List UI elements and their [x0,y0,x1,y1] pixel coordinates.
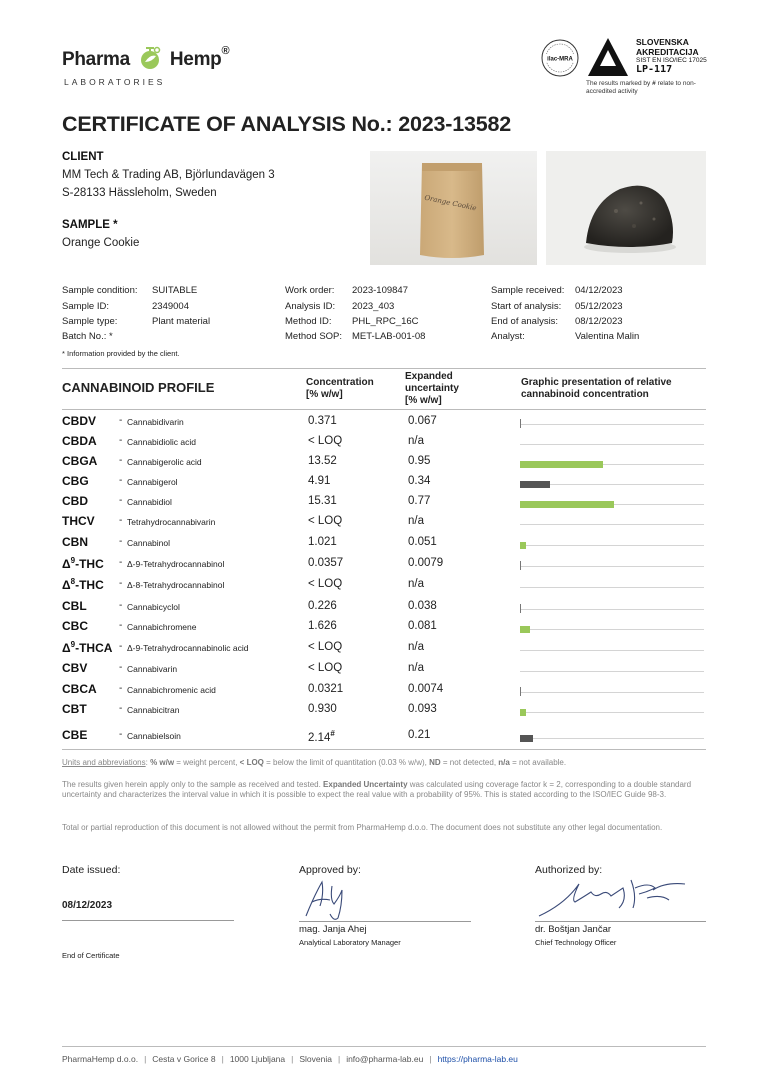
cannabinoid-name: Cannabivarin [127,664,178,674]
concentration-value: 0.0321 [308,683,344,695]
footer-separator: | [291,1054,294,1064]
uncertainty-value: 0.051 [408,536,437,548]
cannabinoid-abbreviation: THCV [62,514,95,528]
cannabinoid-abbreviation: $\Delta^8$-THC [62,577,104,592]
table-row [62,661,706,681]
table-row [62,682,706,702]
concentration-value: 13.52 [308,455,337,467]
sample-label: SAMPLE * [62,219,118,231]
results-note: The results given herein apply only to the sample as received and tested. Expanded Uncertainty was calculated using coverage factor k = 2, corresponding to a double standard uncertainty and characterizes the interval value in which it is possible to expect the real value with a probability of 95%. This is stated according to the ISO/IEC Guide 98-3. [62,780,692,799]
row-dash: - [119,641,123,652]
client-address-line1: MM Tech & Trading AB, Björlundavägen 3 [62,169,275,181]
concentration-value: < LOQ [308,515,343,527]
cannabinoid-name: Δ-8-Tetrahydrocannabinol [127,580,225,590]
cannabinoid-abbreviation: $\Delta^9$-THC [62,556,104,571]
row-dash: - [119,662,123,673]
cannabinoid-abbreviation: CBL [62,599,87,613]
cannabinoid-abbreviation: $\Delta^9$-THCA [62,640,113,655]
info-key: Start of analysis: [491,301,562,312]
concentration-value: 15.31 [308,495,337,507]
info-value: 08/12/2023 [575,316,623,327]
cannabinoid-profile-title: CANNABINOID PROFILE [62,380,215,395]
uncertainty-value: 0.77 [408,495,431,507]
uncertainty-value: 0.0079 [408,557,444,569]
graphic-header: Graphic presentation of relative cannabinoid concentration [521,377,672,400]
bar-track [520,524,704,525]
bar-track [520,424,704,425]
logo-left-text: Pharma [62,49,130,70]
concentration-bar [520,481,550,488]
info-value: 04/12/2023 [575,285,623,296]
footer-separator: | [144,1054,147,1064]
uncertainty-value: n/a [408,662,424,674]
info-key: Work order: [285,285,335,296]
concentration-value: 0.226 [308,600,337,612]
cannabinoid-name: Cannabicitran [127,705,180,715]
footer-city: 1000 Ljubljana [229,1054,286,1064]
uncertainty-value: 0.038 [408,600,437,612]
cannabinoid-abbreviation: CBE [62,728,88,742]
info-key: Sample received: [491,285,565,296]
authorized-name: dr. Boštjan Jančar [535,924,612,935]
bar-track [520,545,704,546]
cannabinoid-name: Cannabidiol [127,497,172,507]
table-row [62,556,706,576]
table-row [62,619,706,639]
table-row [62,728,706,748]
cannabinoid-abbreviation: CBD [62,494,88,508]
uncertainty-value: 0.95 [408,455,431,467]
table-header-divider [62,409,706,410]
concentration-value: 0.371 [308,415,337,427]
uncertainty-value: 0.067 [408,415,437,427]
concentration-header: Concentration [% w/w] [306,377,374,400]
end-of-certificate: End of Certificate [62,951,120,960]
table-row [62,494,706,514]
uncertainty-value: 0.093 [408,703,437,715]
approved-line [299,921,471,922]
sample-package-photo [370,151,537,265]
cannabinoid-name: Δ-9-Tetrahydrocannabinolic acid [127,643,249,653]
info-key: Sample ID: [62,301,109,312]
bar-track [520,650,704,651]
concentration-value: 1.021 [308,536,337,548]
cannabinoid-name: Cannabielsoin [127,731,181,741]
footer-street: Cesta v Gorice 8 [152,1054,216,1064]
footer-company: PharmaHemp d.o.o. [62,1054,139,1064]
table-bottom-divider [62,749,706,750]
bar-track [520,738,704,739]
row-dash: - [119,557,123,568]
table-row [62,454,706,474]
footer-country: Slovenia [299,1054,332,1064]
concentration-value: 1.626 [308,620,337,632]
footer-separator: | [221,1054,224,1064]
cannabinoid-abbreviation: CBC [62,619,88,633]
row-dash: - [119,703,123,714]
row-dash: - [119,620,123,631]
concentration-bar [520,542,526,549]
uncertainty-value: 0.21 [408,729,431,741]
client-info-note: * Information provided by the client. [62,349,180,358]
concentration-bar [520,709,526,716]
footer-separator: | [429,1054,432,1064]
bar-track [520,566,704,567]
date-line [62,920,234,921]
logo-subtitle: LABORATORIES [64,77,166,87]
authorized-by-label: Authorized by: [535,864,603,876]
authorized-line [535,921,706,922]
uncertainty-value: n/a [408,578,424,590]
ilac-mra-logo-icon [540,38,580,78]
concentration-bar [520,626,530,633]
row-dash: - [119,455,123,466]
logo-registered: ® [221,45,230,57]
concentration-bar [520,419,521,428]
logo-wordmark [62,45,229,71]
uncertainty-header: Expanded uncertainty [% w/w] [405,371,459,406]
info-key: Method ID: [285,316,332,327]
info-key: Batch No.: * [62,331,113,342]
table-row [62,535,706,555]
row-dash: - [119,515,123,526]
cannabinoid-name: Cannabichromene [127,622,197,632]
accreditation-text [636,37,707,75]
page-title: CERTIFICATE OF ANALYSIS No.: 2023-13582 [62,112,511,136]
uncertainty-value: n/a [408,641,424,653]
accreditation-note: The results marked by # relate to non-accredited activity [586,80,696,95]
concentration-bar [520,501,614,508]
accreditation-block [540,36,715,96]
row-dash: - [119,683,123,694]
approved-role: Analytical Laboratory Manager [299,938,401,947]
cannabinoid-abbreviation: CBGA [62,454,98,468]
info-value: 2023-109847 [352,285,408,296]
cannabinoid-name: Cannabicyclol [127,602,180,612]
accreditation-line2: AKREDITACIJA [636,47,699,57]
date-issued-value: 08/12/2023 [62,900,113,911]
bar-track [520,444,704,445]
uncertainty-value: n/a [408,515,424,527]
footer-separator: | [337,1054,341,1064]
table-row [62,577,706,597]
row-dash: - [119,475,123,486]
info-key: Method SOP: [285,331,343,342]
slovenska-akreditacija-logo-icon [586,36,630,78]
uncertainty-value: 0.34 [408,475,431,487]
info-value: 2023_403 [352,301,395,312]
info-key: Analysis ID: [285,301,336,312]
info-key: Analyst: [491,331,525,342]
cannabinoid-abbreviation: CBV [62,661,88,675]
table-row [62,640,706,660]
info-key: End of analysis: [491,316,559,327]
cannabinoid-abbreviation: CBDV [62,414,97,428]
bar-track [520,629,704,630]
svg-text:ilac-MRA: ilac-MRA [547,56,573,63]
row-dash: - [119,578,123,589]
concentration-bar [520,735,533,742]
authorized-role: Chief Technology Officer [535,938,617,947]
approved-signature-image [300,876,370,922]
table-row [62,599,706,619]
concentration-value: 4.91 [308,475,331,487]
concentration-value: < LOQ [308,435,343,447]
sample-material-photo [546,151,706,265]
concentration-value: < LOQ [308,662,343,674]
concentration-bar [520,461,603,468]
table-top-divider [62,368,706,369]
authorized-signature-image [535,874,695,922]
footer-website-link[interactable]: https://pharma-lab.eu [437,1054,518,1064]
concentration-bar [520,604,521,613]
table-row [62,702,706,722]
concentration-value: 0.0357 [308,557,344,569]
info-value: 05/12/2023 [575,301,623,312]
footer [62,1054,518,1064]
table-row [62,474,706,494]
bar-track [520,692,704,693]
table-row [62,434,706,454]
company-logo [62,40,232,90]
footer-email-link[interactable]: info@pharma-lab.eu [346,1054,424,1064]
cannabinoid-abbreviation: CBN [62,535,88,549]
svg-text:Orange Cookie: Orange Cookie [423,193,478,213]
abbreviations-note: Units and abbreviations: % w/w = weight percent, < LOQ = below the limit of quantitation (0.03 % w/w), ND = not detected, n/a = not available. [62,758,567,767]
concentration-value: < LOQ [308,578,343,590]
cannabinoid-abbreviation: CBDA [62,434,97,448]
approved-by-label: Approved by: [299,864,361,876]
reproduction-note: Total or partial reproduction of this document is not allowed without the permit from PharmaHemp d.o.o. The document does not substitute any other legal documentation. [62,823,663,832]
info-key: Sample type: [62,316,118,327]
cannabinoid-name: Cannabigerolic acid [127,457,202,467]
plant-material-image [546,151,706,265]
bar-track [520,587,704,588]
concentration-value: 2.14# [308,729,335,744]
accreditation-line1: SLOVENSKA [636,37,689,47]
row-dash: - [119,435,123,446]
info-value: MET-LAB-001-08 [352,331,426,342]
date-issued-label: Date issued: [62,864,121,876]
concentration-value: 0.930 [308,703,337,715]
concentration-value: < LOQ [308,641,343,653]
bar-track [520,671,704,672]
accreditation-standard: SIST EN ISO/IEC 17025 [636,57,707,64]
row-dash: - [119,600,123,611]
row-dash: - [119,729,123,740]
client-address-line2: S-28133 Hässleholm, Sweden [62,187,217,199]
info-value: 2349004 [152,301,189,312]
accreditation-code: LP-117 [636,64,673,75]
cannabinoid-name: Cannabidivarin [127,417,184,427]
info-value: Plant material [152,316,211,327]
sample-name: Orange Cookie [62,237,140,249]
table-row [62,514,706,534]
bar-track [520,712,704,713]
info-value: PHL_RPC_16C [352,316,419,327]
logo-right-text: Hemp [169,49,222,70]
non-accredited-mark: # [330,729,335,738]
cannabinoid-abbreviation: CBT [62,702,87,716]
client-label: CLIENT [62,151,104,163]
row-dash: - [119,495,123,506]
cannabinoid-name: Tetrahydrocannabivarin [127,517,216,527]
bar-track [520,609,704,610]
uncertainty-value: 0.0074 [408,683,444,695]
cannabinoid-name: Δ-9-Tetrahydrocannabinol [127,559,225,569]
concentration-bar [520,687,521,696]
uncertainty-value: n/a [408,435,424,447]
cannabinoid-name: Cannabidiolic acid [127,437,196,447]
concentration-bar [520,561,521,570]
footer-divider [62,1046,706,1047]
cannabinoid-abbreviation: CBCA [62,682,97,696]
cannabinoid-name: Cannabigerol [127,477,178,487]
cannabinoid-name: Cannabichromenic acid [127,685,216,695]
row-dash: - [119,536,123,547]
leaf-flask-icon [137,45,163,71]
approved-name: mag. Janja Ahej [299,924,367,935]
table-row [62,414,706,434]
info-value: Valentina Malin [575,331,640,342]
row-dash: - [119,415,123,426]
uncertainty-value: 0.081 [408,620,437,632]
info-value: SUITABLE [152,285,198,296]
cannabinoid-abbreviation: CBG [62,474,89,488]
info-key: Sample condition: [62,285,138,296]
kraft-bag-image [370,151,537,265]
cannabinoid-name: Cannabinol [127,538,171,548]
